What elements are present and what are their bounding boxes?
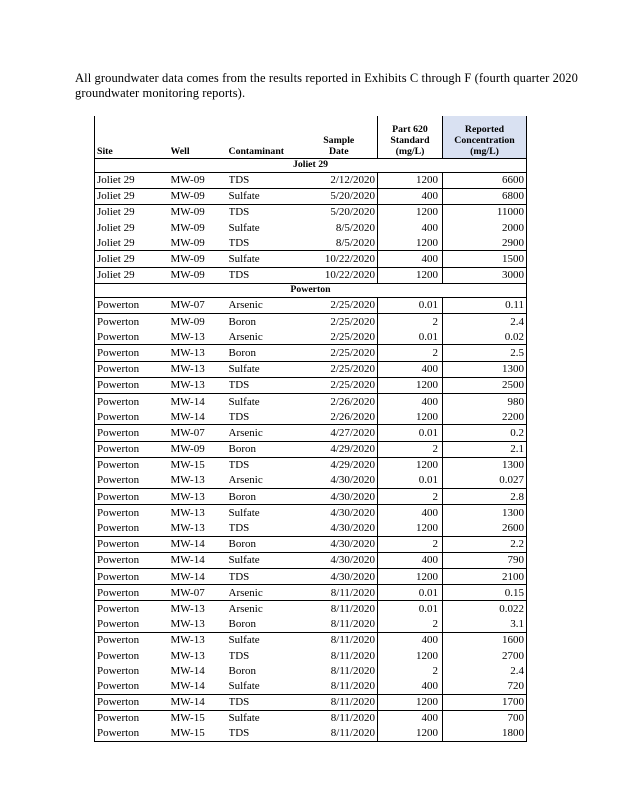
table-row <box>95 648 527 663</box>
cell-contaminant: TDS <box>228 522 250 535</box>
cell-contaminant: Sulfate <box>228 221 260 234</box>
cell-sample-date: 10/22/2020 <box>301 267 378 283</box>
table-row <box>95 617 527 633</box>
cell-sample-date: 2/26/2020 <box>301 393 378 409</box>
cell-well: MW-09 <box>170 236 205 249</box>
cell-site: Powerton <box>95 489 171 505</box>
cell-well: MW-14 <box>171 694 229 710</box>
cell-contaminant: TDS <box>229 172 301 188</box>
cell-standard: 0.01 <box>418 330 438 343</box>
cell-contaminant: Sulfate <box>229 552 301 568</box>
cell-standard: 400 <box>378 632 443 648</box>
cell-well: MW-09 <box>171 441 229 457</box>
cell-contaminant: TDS <box>229 204 301 220</box>
cell-well: MW-09 <box>171 314 229 330</box>
groundwater-data-table <box>94 116 527 742</box>
cell-sample-date: 5/20/2020 <box>301 204 378 220</box>
table-row <box>95 172 527 188</box>
cell-sample-date: 4/27/2020 <box>301 425 378 441</box>
cell-reported-concentration: 1300 <box>443 505 527 521</box>
cell-well: MW-14 <box>170 664 205 677</box>
intro-paragraph: All groundwater data comes from the results reported in Exhibits C through F (fourth quarter 2020 groundwater monitoring reports). <box>75 71 578 100</box>
cell-well: MW-13 <box>170 618 205 631</box>
cell-standard: 1200 <box>378 204 443 220</box>
cell-well: MW-14 <box>171 569 229 585</box>
header-reported-concentration: Reported Concentration (mg/L) <box>443 116 527 158</box>
cell-site: Powerton <box>95 710 171 726</box>
cell-well: MW-14 <box>171 393 229 409</box>
cell-reported-concentration: 720 <box>443 678 527 694</box>
cell-site: Powerton <box>95 457 171 473</box>
cell-sample-date: 4/30/2020 <box>301 489 378 505</box>
table-row <box>95 726 527 742</box>
cell-reported-concentration: 2900 <box>443 235 527 251</box>
cell-contaminant: TDS <box>228 410 250 423</box>
cell-well: MW-07 <box>171 297 229 313</box>
cell-sample-date: 8/11/2020 <box>301 663 378 678</box>
table-row <box>95 251 527 267</box>
cell-site: Joliet 29 <box>95 188 171 204</box>
table-body <box>95 158 527 742</box>
cell-contaminant: Boron <box>229 345 301 361</box>
table-row <box>95 220 527 235</box>
cell-standard: 2 <box>378 536 443 552</box>
cell-standard: 2 <box>432 618 438 631</box>
cell-well: MW-09 <box>171 172 229 188</box>
cell-site: Joliet 29 <box>95 267 171 283</box>
cell-sample-date: 4/30/2020 <box>301 552 378 568</box>
cell-contaminant: Sulfate <box>229 361 301 377</box>
table-row <box>95 345 527 361</box>
cell-standard: 2 <box>378 345 443 361</box>
cell-contaminant: Sulfate <box>229 393 301 409</box>
cell-site: Joliet 29 <box>95 204 171 220</box>
table-row <box>95 520 527 536</box>
cell-sample-date: 8/11/2020 <box>301 601 378 617</box>
cell-site: Powerton <box>95 694 171 710</box>
cell-well: MW-13 <box>170 649 205 662</box>
cell-site: Joliet 29 <box>95 235 171 251</box>
cell-contaminant: Boron <box>228 618 256 631</box>
cell-well: MW-09 <box>171 188 229 204</box>
cell-reported-concentration: 2.2 <box>443 536 527 552</box>
cell-reported-concentration: 980 <box>443 393 527 409</box>
cell-standard: 400 <box>378 188 443 204</box>
cell-site: Powerton <box>95 648 171 663</box>
cell-site: Powerton <box>95 632 171 648</box>
cell-standard: 1200 <box>378 694 443 710</box>
cell-site: Powerton <box>95 393 171 409</box>
cell-standard: 0.01 <box>378 297 443 313</box>
cell-reported-concentration: 1600 <box>443 632 527 648</box>
cell-site: Powerton <box>95 536 171 552</box>
table-row <box>95 663 527 678</box>
cell-standard: 0.01 <box>378 425 443 441</box>
cell-standard: 400 <box>421 221 438 234</box>
cell-well: MW-13 <box>170 474 205 487</box>
cell-well: MW-14 <box>171 552 229 568</box>
cell-site: Powerton <box>95 726 171 742</box>
cell-standard: 400 <box>378 710 443 726</box>
table-row <box>95 585 527 601</box>
cell-sample-date: 2/25/2020 <box>301 329 378 345</box>
cell-contaminant: Sulfate <box>229 188 301 204</box>
header-standard: Part 620 Standard (mg/L) <box>390 123 430 157</box>
cell-well: MW-13 <box>171 377 229 393</box>
cell-sample-date: 2/25/2020 <box>301 297 378 313</box>
cell-reported-concentration: 1300 <box>443 457 527 473</box>
cell-sample-date: 8/11/2020 <box>301 632 378 648</box>
cell-standard: 1200 <box>416 410 438 423</box>
cell-site: Powerton <box>95 441 171 457</box>
cell-well: MW-07 <box>171 585 229 601</box>
table-row <box>95 489 527 505</box>
cell-site: Powerton <box>95 473 171 489</box>
cell-site: Powerton <box>95 409 171 425</box>
table-row <box>95 204 527 220</box>
cell-contaminant: Boron <box>229 441 301 457</box>
cell-site: Powerton <box>95 377 171 393</box>
cell-site: Powerton <box>95 505 171 521</box>
cell-standard: 0.01 <box>378 585 443 601</box>
table-row <box>95 377 527 393</box>
cell-sample-date: 10/22/2020 <box>301 251 378 267</box>
cell-reported-concentration: 790 <box>443 552 527 568</box>
cell-reported-concentration: 1700 <box>443 694 527 710</box>
cell-well: MW-13 <box>170 522 205 535</box>
table-row <box>95 441 527 457</box>
cell-contaminant: TDS <box>228 236 250 249</box>
cell-well: MW-09 <box>171 251 229 267</box>
cell-sample-date: 2/25/2020 <box>301 314 378 330</box>
cell-sample-date: 8/11/2020 <box>301 585 378 601</box>
cell-contaminant: Sulfate <box>229 632 301 648</box>
cell-contaminant: TDS <box>229 569 301 585</box>
cell-sample-date: 8/11/2020 <box>301 648 378 663</box>
cell-reported-concentration: 0.027 <box>443 473 527 489</box>
cell-site: Joliet 29 <box>95 220 171 235</box>
cell-well: MW-13 <box>171 632 229 648</box>
cell-reported-concentration: 0.11 <box>443 297 527 313</box>
cell-standard: 1200 <box>378 377 443 393</box>
cell-contaminant: TDS <box>229 694 301 710</box>
cell-reported-concentration: 3000 <box>443 267 527 283</box>
cell-standard: 2 <box>378 314 443 330</box>
cell-sample-date: 4/30/2020 <box>301 536 378 552</box>
table-row <box>95 632 527 648</box>
cell-reported-concentration: 11000 <box>443 204 527 220</box>
cell-sample-date: 4/30/2020 <box>301 473 378 489</box>
cell-well: MW-13 <box>171 505 229 521</box>
cell-reported-concentration: 2.4 <box>443 314 527 330</box>
cell-reported-concentration: 2.1 <box>443 441 527 457</box>
cell-well: MW-13 <box>171 489 229 505</box>
table-row <box>95 425 527 441</box>
cell-well: MW-15 <box>171 710 229 726</box>
cell-contaminant: Boron <box>228 664 256 677</box>
cell-sample-date: 8/11/2020 <box>301 678 378 694</box>
cell-reported-concentration: 2100 <box>443 569 527 585</box>
cell-contaminant: Arsenic <box>229 601 301 617</box>
header-site: Site <box>95 116 171 158</box>
cell-well: MW-07 <box>171 425 229 441</box>
cell-standard: 0.01 <box>418 474 438 487</box>
cell-reported-concentration: 2.5 <box>443 345 527 361</box>
cell-well: MW-13 <box>171 345 229 361</box>
cell-standard: 2 <box>378 441 443 457</box>
cell-sample-date: 8/5/2020 <box>301 235 378 251</box>
table-row <box>95 457 527 473</box>
cell-reported-concentration: 0.15 <box>443 585 527 601</box>
cell-reported-concentration: 2600 <box>443 520 527 536</box>
table-row <box>95 409 527 425</box>
cell-contaminant: Sulfate <box>229 505 301 521</box>
cell-contaminant: Arsenic <box>228 474 263 487</box>
cell-site: Powerton <box>95 314 171 330</box>
cell-reported-concentration: 1500 <box>443 251 527 267</box>
cell-reported-concentration: 700 <box>443 710 527 726</box>
cell-contaminant: TDS <box>228 649 250 662</box>
cell-well: MW-09 <box>171 267 229 283</box>
cell-contaminant: Arsenic <box>229 297 301 313</box>
cell-well: MW-09 <box>170 221 205 234</box>
cell-reported-concentration: 0.022 <box>443 601 527 617</box>
cell-sample-date: 8/11/2020 <box>301 726 378 742</box>
cell-standard: 400 <box>421 679 438 692</box>
cell-sample-date: 5/20/2020 <box>301 188 378 204</box>
cell-contaminant: TDS <box>229 457 301 473</box>
cell-site: Powerton <box>95 329 171 345</box>
cell-reported-concentration: 6600 <box>443 172 527 188</box>
cell-contaminant: TDS <box>229 267 301 283</box>
cell-contaminant: Sulfate <box>228 679 260 692</box>
cell-reported-concentration: 1300 <box>443 361 527 377</box>
table-row <box>95 473 527 489</box>
cell-site: Joliet 29 <box>95 251 171 267</box>
cell-standard: 400 <box>378 251 443 267</box>
table-row <box>95 361 527 377</box>
cell-site: Powerton <box>95 345 171 361</box>
section-header-row <box>95 158 527 172</box>
header-sample-date: Sample Date <box>301 116 378 158</box>
table-header <box>95 116 527 158</box>
cell-site: Powerton <box>95 601 171 617</box>
cell-contaminant: Boron <box>229 314 301 330</box>
table-row <box>95 569 527 585</box>
cell-sample-date: 4/29/2020 <box>301 457 378 473</box>
cell-site: Powerton <box>95 663 171 678</box>
cell-reported-concentration: 2000 <box>443 220 527 235</box>
cell-sample-date: 2/25/2020 <box>301 361 378 377</box>
cell-standard: 400 <box>378 393 443 409</box>
cell-standard: 1200 <box>378 172 443 188</box>
cell-sample-date: 2/25/2020 <box>301 345 378 361</box>
cell-contaminant: Boron <box>229 536 301 552</box>
cell-standard: 1200 <box>378 569 443 585</box>
cell-sample-date: 4/29/2020 <box>301 441 378 457</box>
cell-site: Powerton <box>95 585 171 601</box>
table-row <box>95 601 527 617</box>
cell-well: MW-14 <box>170 679 205 692</box>
cell-contaminant: Arsenic <box>229 585 301 601</box>
table-row <box>95 329 527 345</box>
cell-standard: 1200 <box>378 267 443 283</box>
table-row <box>95 552 527 568</box>
cell-contaminant: Arsenic <box>228 330 263 343</box>
cell-reported-concentration: 3.1 <box>443 617 527 633</box>
cell-sample-date: 8/11/2020 <box>301 617 378 633</box>
cell-sample-date: 8/11/2020 <box>301 694 378 710</box>
cell-reported-concentration: 2500 <box>443 377 527 393</box>
cell-site: Powerton <box>95 552 171 568</box>
cell-standard: 1200 <box>378 457 443 473</box>
cell-contaminant: Arsenic <box>229 425 301 441</box>
cell-site: Powerton <box>95 297 171 313</box>
cell-sample-date: 4/30/2020 <box>301 520 378 536</box>
cell-standard: 2 <box>378 489 443 505</box>
cell-contaminant: Sulfate <box>229 710 301 726</box>
table-row <box>95 393 527 409</box>
table-row <box>95 710 527 726</box>
cell-reported-concentration: 0.2 <box>443 425 527 441</box>
cell-well: MW-09 <box>171 204 229 220</box>
table-row <box>95 314 527 330</box>
cell-reported-concentration: 2.8 <box>443 489 527 505</box>
header-contaminant: Contaminant <box>228 145 285 157</box>
cell-sample-date: 4/30/2020 <box>301 505 378 521</box>
cell-standard: 1200 <box>378 726 443 742</box>
cell-well: MW-14 <box>171 536 229 552</box>
table-row <box>95 188 527 204</box>
table-row <box>95 297 527 313</box>
cell-reported-concentration: 1800 <box>443 726 527 742</box>
cell-standard: 1200 <box>416 522 438 535</box>
cell-site: Powerton <box>95 569 171 585</box>
cell-site: Powerton <box>95 617 171 633</box>
cell-site: Powerton <box>95 361 171 377</box>
cell-standard: 0.01 <box>378 601 443 617</box>
table-row <box>95 267 527 283</box>
cell-well: MW-13 <box>171 601 229 617</box>
table-row <box>95 235 527 251</box>
cell-standard: 1200 <box>416 236 438 249</box>
cell-reported-concentration: 2200 <box>443 409 527 425</box>
table-row <box>95 536 527 552</box>
cell-site: Powerton <box>95 425 171 441</box>
table-row <box>95 678 527 694</box>
cell-contaminant: TDS <box>229 377 301 393</box>
cell-sample-date: 8/11/2020 <box>301 710 378 726</box>
cell-site: Powerton <box>95 520 171 536</box>
cell-reported-concentration: 0.02 <box>443 329 527 345</box>
cell-standard: 1200 <box>416 649 438 662</box>
section-title: Joliet 29 <box>95 158 527 172</box>
header-well: Well <box>170 145 190 157</box>
cell-standard: 400 <box>378 552 443 568</box>
section-header-row <box>95 283 527 297</box>
cell-sample-date: 2/26/2020 <box>301 409 378 425</box>
cell-standard: 400 <box>378 505 443 521</box>
table-row <box>95 505 527 521</box>
section-title: Powerton <box>95 283 527 297</box>
cell-well: MW-13 <box>170 330 205 343</box>
cell-contaminant: Sulfate <box>229 251 301 267</box>
cell-well: MW-15 <box>171 726 229 742</box>
cell-sample-date: 2/12/2020 <box>301 172 378 188</box>
cell-standard: 2 <box>432 664 438 677</box>
cell-reported-concentration: 2700 <box>443 648 527 663</box>
cell-site: Powerton <box>95 678 171 694</box>
cell-reported-concentration: 6800 <box>443 188 527 204</box>
table-row <box>95 694 527 710</box>
cell-well: MW-15 <box>171 457 229 473</box>
cell-well: MW-14 <box>170 410 205 423</box>
cell-sample-date: 2/25/2020 <box>301 377 378 393</box>
cell-reported-concentration: 2.4 <box>443 663 527 678</box>
cell-standard: 400 <box>378 361 443 377</box>
cell-sample-date: 8/5/2020 <box>301 220 378 235</box>
cell-contaminant: TDS <box>229 726 301 742</box>
cell-well: MW-13 <box>171 361 229 377</box>
cell-contaminant: Boron <box>229 489 301 505</box>
cell-sample-date: 4/30/2020 <box>301 569 378 585</box>
cell-site: Joliet 29 <box>95 172 171 188</box>
